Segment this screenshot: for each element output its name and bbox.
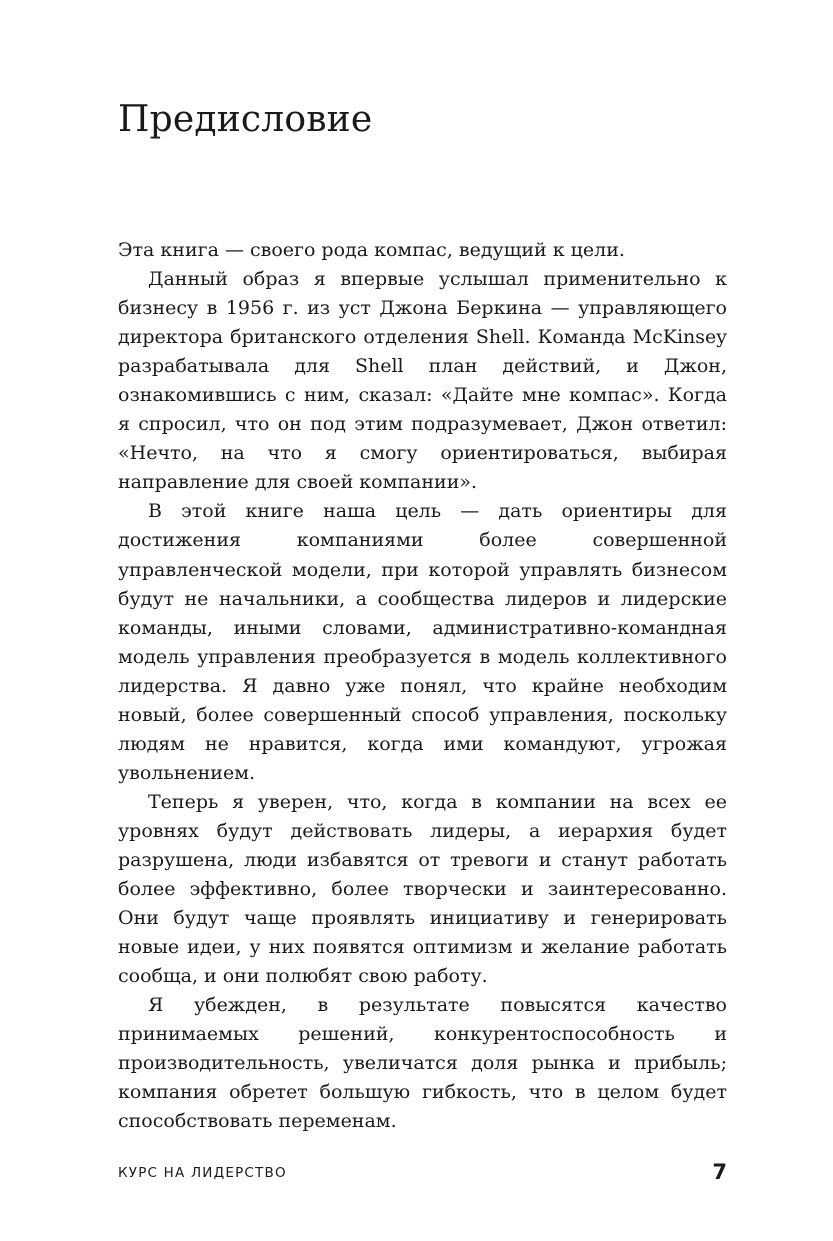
paragraph: Данный образ я впервые услышал применительно к бизнесу в 1956 г. из уст Джона Беркина — управляющего директора британского отделения Shell. Команда McKinsey разрабатывала для Shell план действий, и Джон, ознакомившись с ним, сказал: «Дайте мне компас». Когда я спросил, что он под этим подразумевает, Джон ответил: «Нечто, на что я смогу ориентироваться, выбирая направление для своей компании». <box>118 268 727 494</box>
running-title: КУРС НА ЛИДЕРСТВО <box>118 1165 287 1181</box>
paragraph: Эта книга — своего рода компас, ведущий к цели. <box>118 239 625 261</box>
paragraph: Я убежден, в результате повысятся качество принимаемых решений, конкурентоспособность и производительность, увеличатся доля рынка и прибыль; компания обретет большую гибкость, что в целом будет способствовать переменам. <box>118 994 727 1133</box>
paragraph: Теперь я уверен, что, когда в компании на всех ее уровнях будут действовать лидеры, а иерархия будет разрушена, люди избавятся от тревоги и станут работать более эффективно, более творчески и заинтересованно. Они будут чаще проявлять инициативу и генерировать новые идеи, у них появятся оптимизм и желание работать сообща, и они полюбят свою работу. <box>118 790 727 988</box>
paragraph: В этой книге наша цель — дать ориентиры для достижения компаниями более совершенной управленческой модели, при которой управлять бизнесом будут не начальники, а сообщества лидеров и лидерские команды, иными словами, административно-командная модель управления преобразуется в модель коллективного лидерства. Я давно уже понял, что крайне необходим новый, более совершенный способ управления, поскольку людям не нравится, когда ими командуют, угрожая увольнением. <box>118 500 727 784</box>
body-text <box>118 236 727 1136</box>
page-number: 7 <box>712 1160 727 1184</box>
page-title: Предисловие <box>118 99 373 140</box>
